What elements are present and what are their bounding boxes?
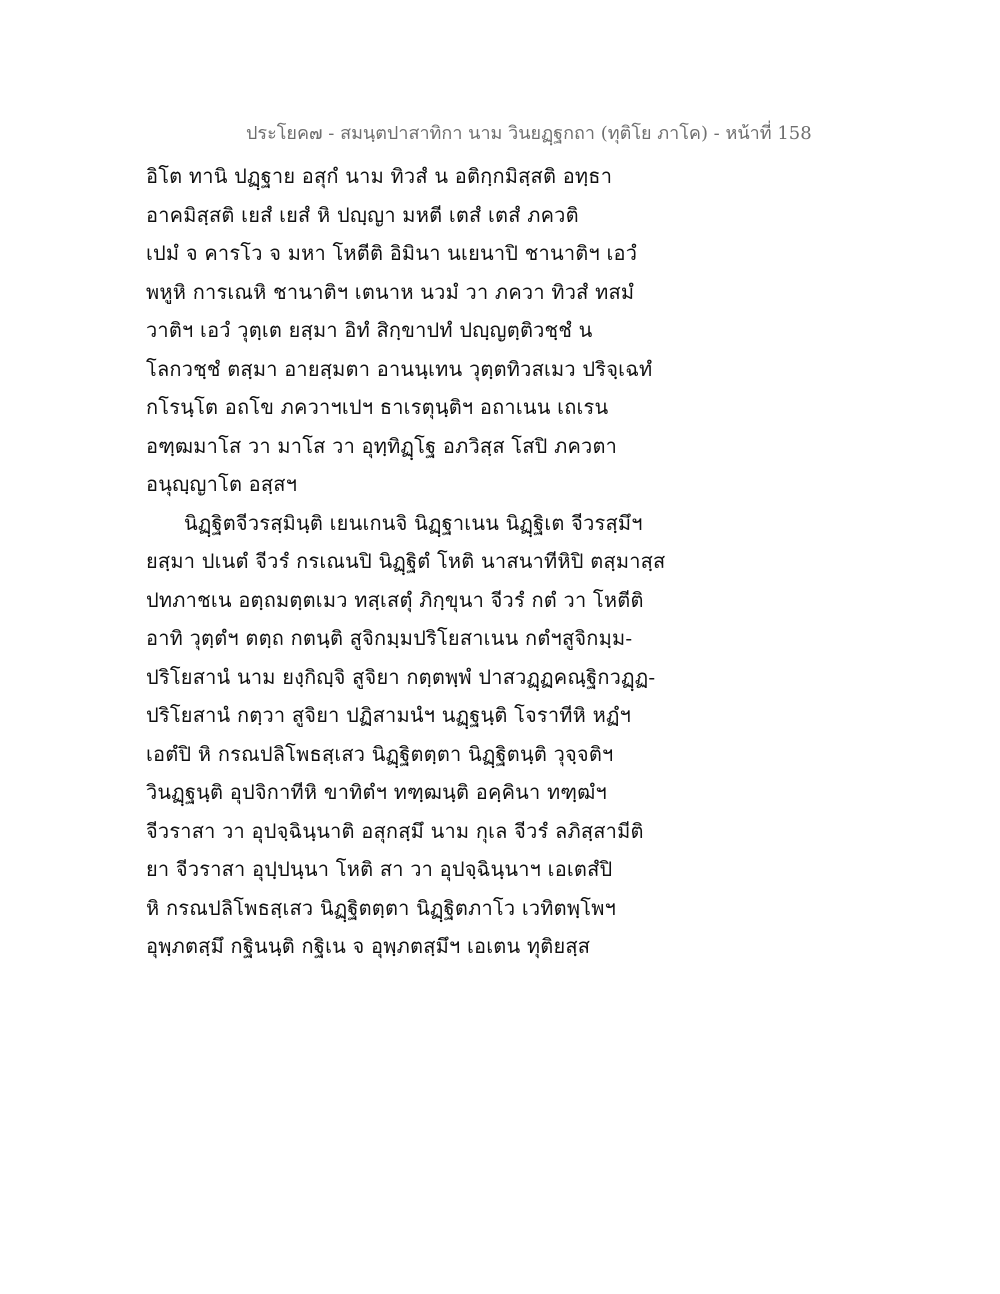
text-line: ปริโยสานํ นาม ยงฺกิญฺจิ สูจิยา กตฺตพฺพํ ปาสวฏฺฏคณฺฐิกวฏฺฏ- xyxy=(146,664,656,689)
text-line: อนุญฺญาโต อสฺสฯ xyxy=(146,472,298,496)
text-line: จีวราสา วา อุปจฺฉินฺนาติ อสุกสฺมึ นาม กุเล จีวรํ ลภิสฺสามีติ xyxy=(146,818,644,843)
text-line: อิโต ทานิ ปฏฺฐาย อสุกํ นาม ทิวสํ น อติกฺกมิสฺสติ อทฺธา xyxy=(146,164,613,188)
text-line: หิ กรณปลิโพธสฺเสว นิฏฺฐิตตฺตา นิฏฺฐิตภาโว เวทิตพฺโพฯ xyxy=(146,895,617,920)
text-line: อาทิ วุตฺตํฯ ตตฺถ กตนฺติ สูจิกมฺมปริโยสาเนน กตํฯสูจิกมฺม- xyxy=(146,626,633,650)
text-line: เปมํ จ คารโว จ มหา โหตีติ อิมินา นเยนาปิ ชานาติฯ เอวํ xyxy=(146,241,638,265)
text-line: วาติฯ เอวํ วุตฺเต ยสฺมา อิทํ สิกฺขาปทํ ปญฺญตฺติวชฺชํ น xyxy=(146,318,593,342)
text-line: กโรนฺโต อถโข ภควาฯเปฯ ธาเรตุนฺติฯ อถาเนน เถเรน xyxy=(146,395,609,419)
text-line: อุพฺภตสฺมึ กฐินนฺติ กฐิเน จ อุพฺภตสฺมึฯ เอเตน ทุติยสฺส xyxy=(146,934,591,958)
text-line: ยสฺมา ปเนตํ จีวรํ กรเณนปิ นิฏฺฐิตํ โหติ นาสนาทีหิปิ ตสฺมาสฺส xyxy=(146,549,666,573)
running-header: ประโยค๗ - สมนฺตปาสาทิกา นาม วินยฏฺฐกถา (ทุติโย ภาโค) - หน้าที่ 158 xyxy=(246,123,812,144)
body-text xyxy=(146,157,686,966)
paragraph-start-line: นิฏฺฐิตจีวรสฺมินฺติ เยนเกนจิ นิฏฺฐาเนน นิฏฺฐิเต จีวรสฺมึฯ xyxy=(184,510,643,535)
text-line: ยา จีวราสา อุปฺปนฺนา โหติ สา วา อุปจฺฉินฺนาฯ เอเตสํปิ xyxy=(146,857,613,881)
text-line: วินฏฺฐนฺติ อุปจิกาทีหิ ขาทิตํฯ ทฑฺฒนฺติ อคฺคินา ทฑฺฒํฯ xyxy=(146,780,607,804)
text-line: ปทภาชเน อตฺถมตฺตเมว ทสฺเสตุํ ภิกฺขุนา จีวรํ กตํ วา โหตีติ xyxy=(146,587,644,612)
text-line: อาคมิสฺสติ เยสํ เยสํ หิ ปญฺญา มหตี เตสํ เตสํ ภควติ xyxy=(146,202,579,227)
text-line: โลกวชฺชํ ตสฺมา อายสฺมตา อานนฺเทน วุตฺตทิวสเมว ปริจฺเฉทํ xyxy=(146,356,653,381)
text-line: เอตํปิ หิ กรณปลิโพธสฺเสว นิฏฺฐิตตฺตา นิฏฺฐิตนฺติ วุจฺจติฯ xyxy=(146,741,614,766)
text-line: พหูหิ การเณหิ ชานาติฯ เตนาห นวมํ วา ภควา ทิวสํ ทสมํ xyxy=(146,279,635,304)
text-line: อฑฺฒมาโส วา มาโส วา อุทฺทิฏฺโฐ อภวิสฺส โสปิ ภควตา xyxy=(146,433,618,458)
text-line: ปริโยสานํ กตฺวา สูจิยา ปฏิสามนํฯ นฏฺฐนฺติ โจราทีหิ หฏํฯ xyxy=(146,703,632,727)
